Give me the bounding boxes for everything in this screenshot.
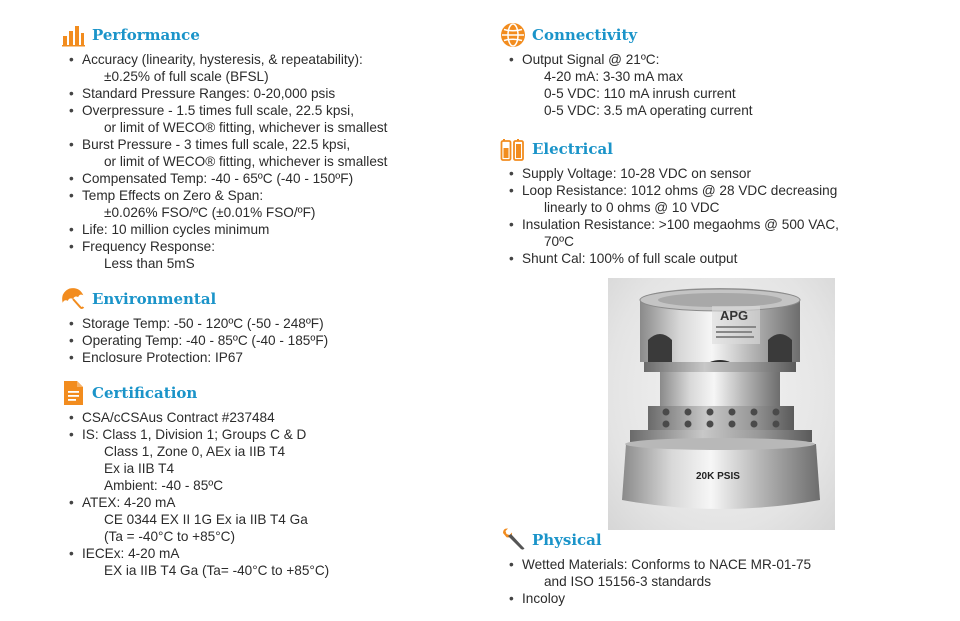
bullet-subtext: ±0.25% of full scale (BFSL) [104, 69, 269, 84]
environmental-header [60, 285, 480, 313]
performance-list [60, 51, 480, 272]
bullet-item [522, 216, 920, 250]
bullet-subtext: 70ºC [544, 234, 574, 249]
bullet-item [82, 221, 480, 238]
bullet-text: Operating Temp: -40 - 85ºC (-40 - 185ºF) [82, 333, 329, 348]
bullet-text: Incoloy [522, 591, 566, 606]
physical-list [500, 556, 920, 607]
bullet-text: Accuracy (linearity, hysteresis, & repeatability): [82, 52, 363, 67]
bullet-text: Burst Pressure - 3 times full scale, 22.5 kpsi, [82, 137, 351, 152]
bullet-text: ATEX: 4-20 mA [82, 495, 176, 510]
bullet-subtext: Ambient: -40 - 85ºC [104, 478, 224, 493]
certification-section [60, 379, 480, 579]
bullet-item [82, 349, 480, 366]
bullet-text: Life: 10 million cycles minimum [82, 222, 270, 237]
certification-title: Certification [92, 384, 198, 402]
bullet-item [82, 315, 480, 332]
bullet-text: Standard Pressure Ranges: 0-20,000 psis [82, 86, 336, 101]
bullet-subtext: (Ta = -40°C to +85°C) [104, 529, 236, 544]
bullet-subtext: Less than 5mS [104, 256, 195, 271]
bullet-item [82, 494, 480, 545]
bullet-item [522, 165, 920, 182]
electrical-section [500, 135, 920, 267]
electrical-list [500, 165, 920, 267]
bullet-text: Overpressure - 1.5 times full scale, 22.5 kpsi, [82, 103, 354, 118]
bullet-subtext: linearly to 0 ohms @ 10 VDC [544, 200, 720, 215]
physical-section [500, 526, 920, 607]
pressure-transducer-image [608, 278, 835, 530]
bullet-text: Supply Voltage: 10-28 VDC on sensor [522, 166, 751, 181]
bullet-text: Enclosure Protection: IP67 [82, 350, 243, 365]
environmental-title: Environmental [92, 290, 217, 308]
connectivity-title: Connectivity [532, 26, 638, 44]
bullet-item [82, 187, 480, 221]
connectivity-list [500, 51, 920, 119]
bullet-subtext: and ISO 15156-3 standards [544, 574, 712, 589]
bullet-text: CSA/cCSAus Contract #237484 [82, 410, 275, 425]
wrench-icon [500, 527, 526, 553]
bullet-item [82, 136, 480, 170]
bullet-text: Frequency Response: [82, 239, 215, 254]
bullet-text: Insulation Resistance: >100 megaohms @ 500 VAC, [522, 217, 839, 232]
performance-title: Performance [92, 26, 200, 44]
bullet-subtext: 0-5 VDC: 110 mA inrush current [544, 86, 736, 101]
bullet-text: Compensated Temp: -40 - 65ºC (-40 - 150ºF) [82, 171, 354, 186]
bullet-subtext: EX ia IIB T4 Ga (Ta= -40°C to +85°C) [104, 563, 330, 578]
bullet-item [82, 545, 480, 579]
bullet-item [82, 409, 480, 426]
electrical-header [500, 135, 920, 163]
bullet-item [82, 238, 480, 272]
brand-label: APG [720, 308, 749, 323]
environmental-section [60, 285, 480, 366]
bullet-subtext: or limit of WECO® fitting, whichever is smallest [104, 154, 388, 169]
connectivity-header [500, 21, 920, 49]
bullet-item [82, 426, 480, 494]
bullet-item [522, 556, 920, 590]
bullet-item [82, 102, 480, 136]
bullet-text: IS: Class 1, Division 1; Groups C & D [82, 427, 307, 442]
battery-icon [500, 136, 526, 162]
electrical-title: Electrical [532, 140, 613, 158]
bullet-text: IECEx: 4-20 mA [82, 546, 180, 561]
bullet-item [522, 51, 920, 119]
bullet-subtext: Class 1, Zone 0, AEx ia IIB T4 [104, 444, 286, 459]
certification-header [60, 379, 480, 407]
globe-icon [500, 22, 526, 48]
bullet-text: Storage Temp: -50 - 120ºC (-50 - 248ºF) [82, 316, 324, 331]
bullet-text: Wetted Materials: Conforms to NACE MR-01-75 [522, 557, 812, 572]
bullet-subtext: Ex ia IIB T4 [104, 461, 175, 476]
bullet-subtext: ±0.026% FSO/ºC (±0.01% FSO/ºF) [104, 205, 316, 220]
performance-header [60, 21, 480, 49]
document-icon [60, 380, 86, 406]
physical-header [500, 526, 920, 554]
performance-section [60, 21, 480, 272]
bullet-text: Shunt Cal: 100% of full scale output [522, 251, 738, 266]
bullet-item [522, 250, 920, 267]
bullet-item [82, 51, 480, 85]
bullet-item [82, 85, 480, 102]
bullet-subtext: CE 0344 EX II 1G Ex ia IIB T4 Ga [104, 512, 308, 527]
certification-list [60, 409, 480, 579]
bullet-text: Temp Effects on Zero & Span: [82, 188, 264, 203]
pressure-rating-label: 20K PSIS [696, 471, 740, 482]
bullet-item [522, 590, 920, 607]
environmental-list [60, 315, 480, 366]
bullet-item [82, 170, 480, 187]
bar-chart-icon [60, 22, 86, 48]
bullet-subtext: 0-5 VDC: 3.5 mA operating current [544, 103, 753, 118]
umbrella-icon [60, 286, 86, 312]
bullet-subtext: 4-20 mA: 3-30 mA max [544, 69, 684, 84]
physical-title: Physical [532, 531, 602, 549]
connectivity-section [500, 21, 920, 119]
product-photo [608, 278, 835, 530]
bullet-subtext: or limit of WECO® fitting, whichever is smallest [104, 120, 388, 135]
bullet-text: Loop Resistance: 1012 ohms @ 28 VDC decreasing [522, 183, 838, 198]
bullet-text: Output Signal @ 21ºC: [522, 52, 660, 67]
bullet-item [522, 182, 920, 216]
bullet-item [82, 332, 480, 349]
